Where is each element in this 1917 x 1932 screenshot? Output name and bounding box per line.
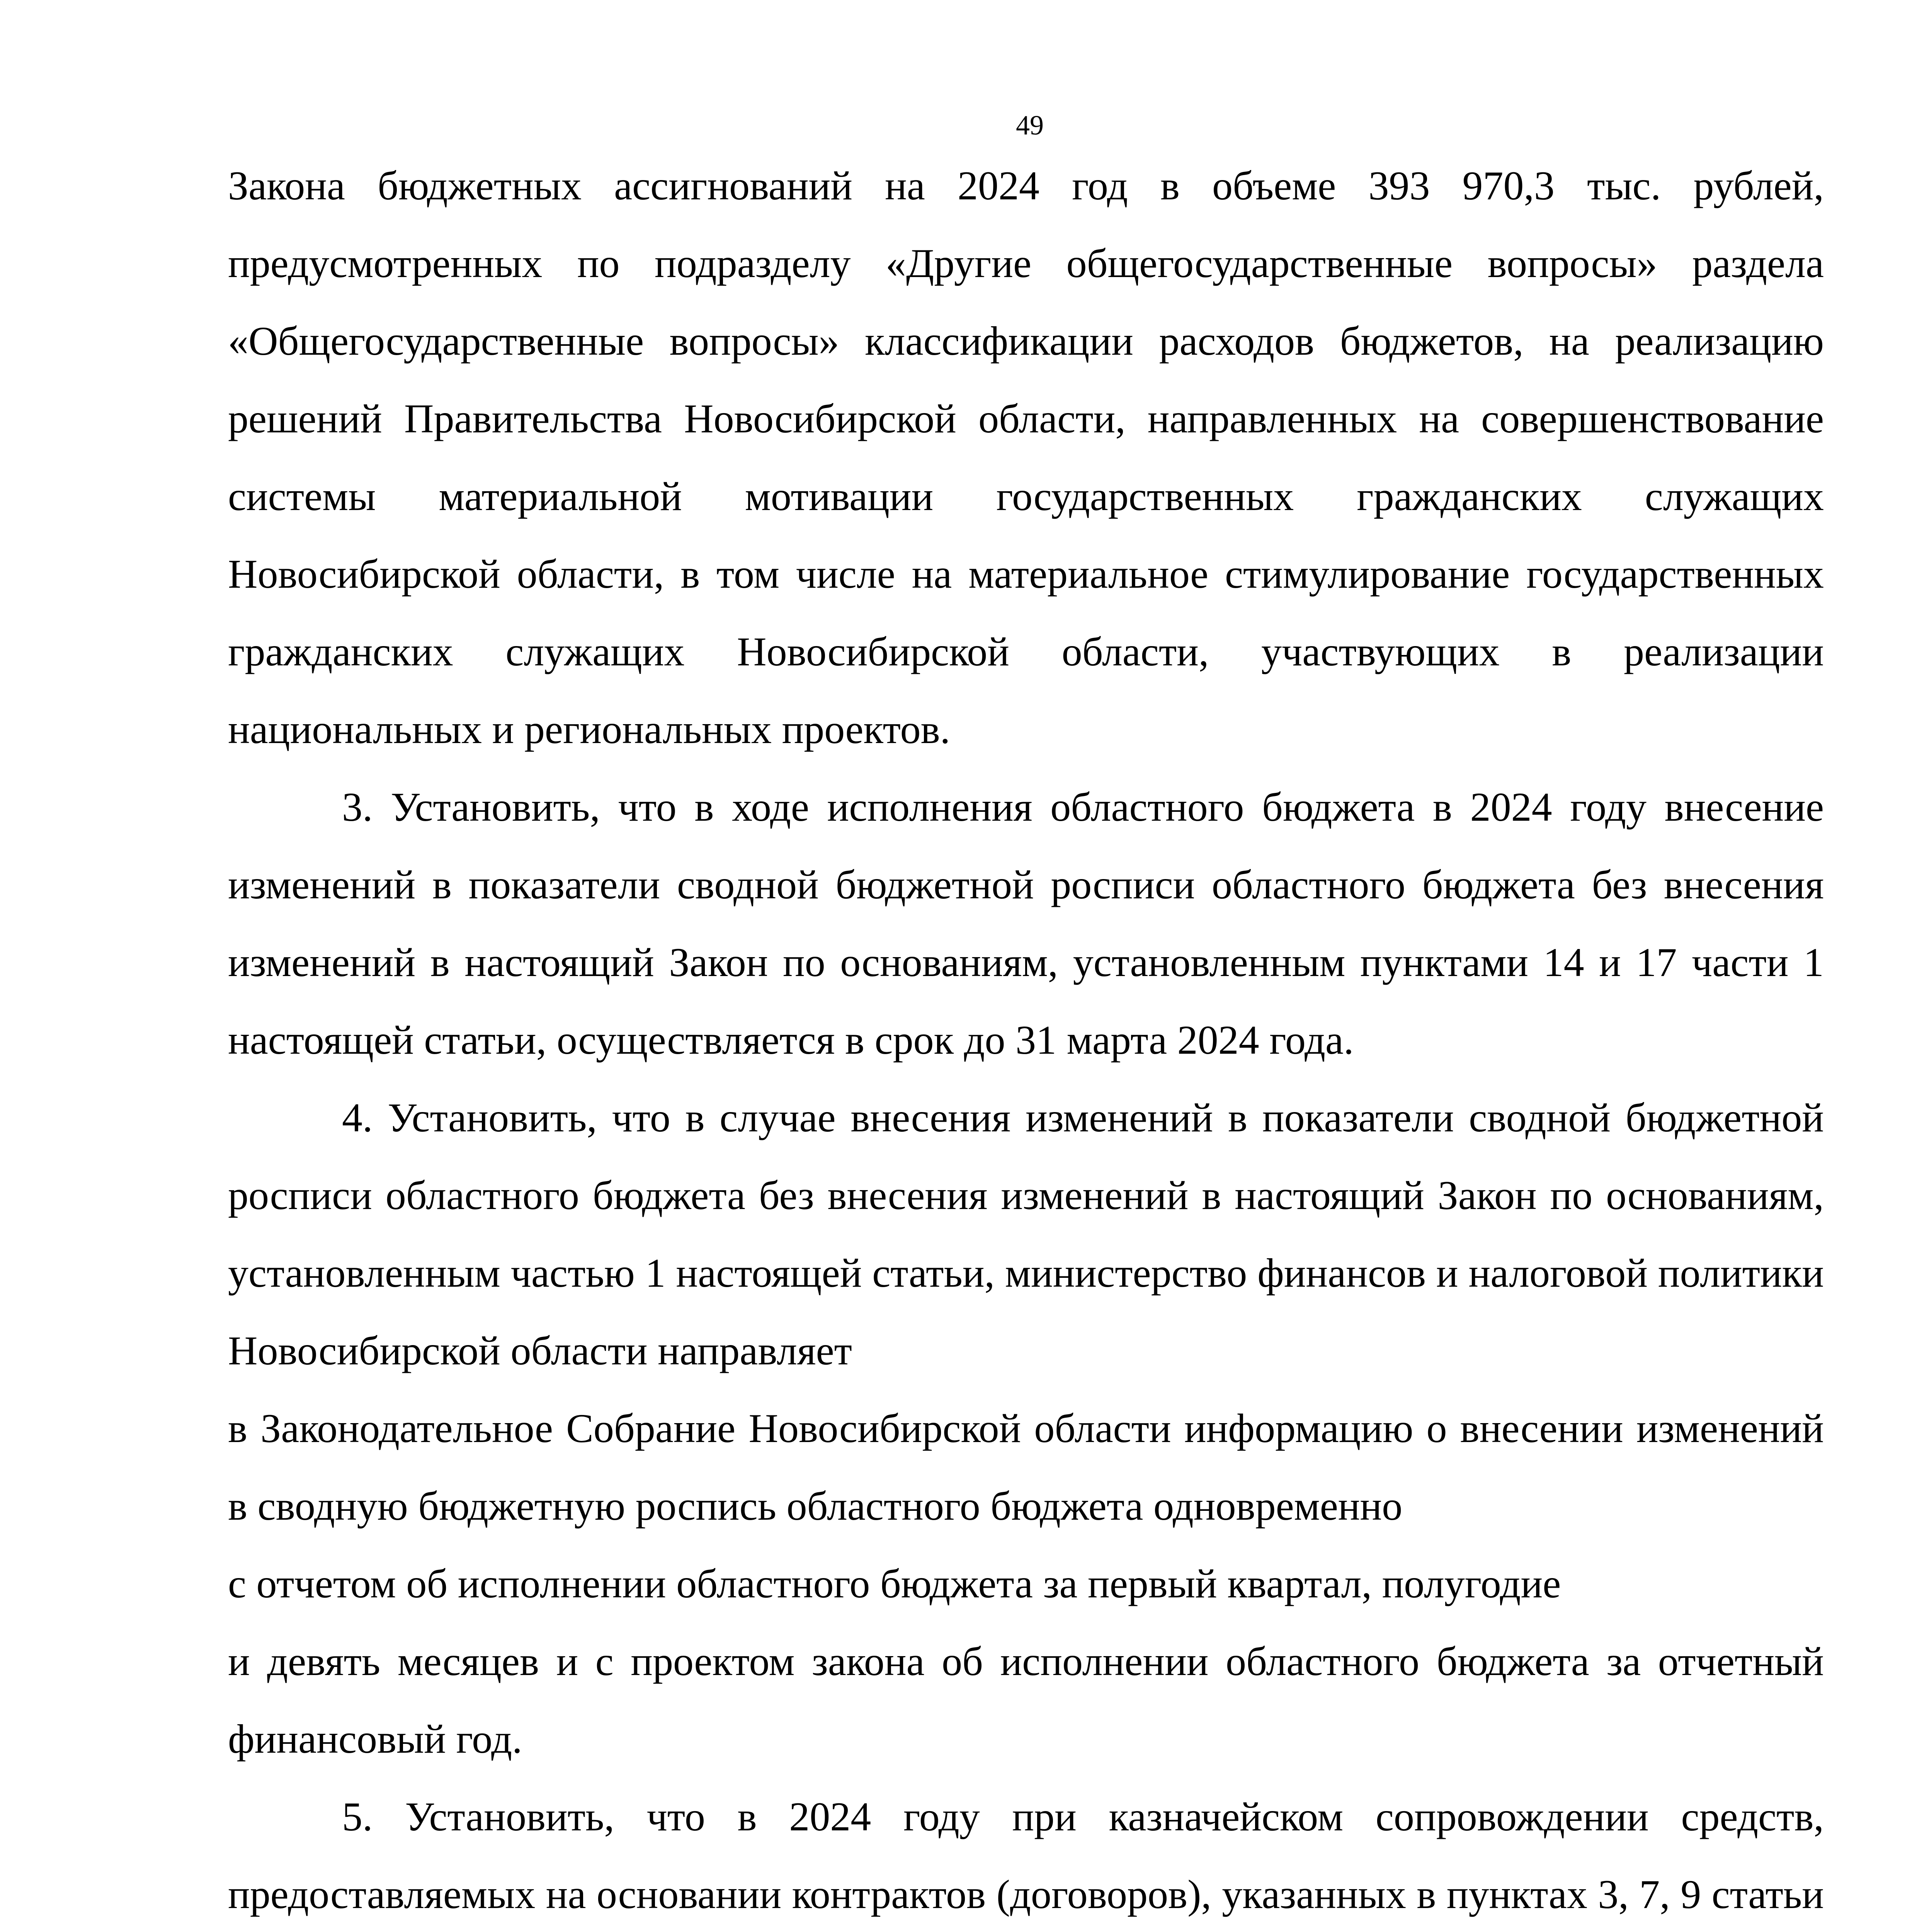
paragraph-item-5: 5. Установить, что в 2024 году при казначейском сопровождении средств, предоставляемых на основании контрактов (договоров), указанных в пунктах 3, 7, 9 статьи <box>228 1794 1824 1917</box>
page-number: 49 <box>1016 110 1044 141</box>
paragraph-item-4: 4. Установить, что в случае внесения изменений в показатели сводной бюджетной росписи областного бюджета без внесения изменений в настоящий Закон по основаниям, установленным частью 1 настоящей статьи, министерство финансов и налоговой политики Новосибирской области направляет в Законодательное Собрание Новосибирской области информацию о внесении изменений в сводную бюджетную роспись областного бюджета одновременно с отчетом об исполнении областного бюджета за первый квартал, полугодие и девять месяцев и с проектом закона об исполнении областного бюджета за отчетный финансовый год. <box>228 1095 1824 1762</box>
document-body <box>228 147 1824 1932</box>
paragraph-item-3: 3. Установить, что в ходе исполнения областного бюджета в 2024 году внесение изменений в показатели сводной бюджетной росписи областного бюджета без внесения изменений в настоящий Закон по основаниям, установленным пунктами 14 и 17 части 1 настоящей статьи, осуществляется в срок до 31 марта 2024 года. <box>228 784 1824 1063</box>
paragraph-continuation: Закона бюджетных ассигнований на 2024 год в объеме 393 970,3 тыс. рублей, предусмотренных по подразделу «Другие общегосударственные вопросы» раздела «Общегосударственные вопросы» классификации расходов бюджетов, на реализацию решений Правительства Новосибирской области, направленных на совершенствование системы материальной мотивации государственных гражданских служащих Новосибирской области, в том числе на материальное стимулирование государственных гражданских служащих Новосибирской области, участвующих в реализации национальных и региональных проектов. <box>228 163 1824 752</box>
